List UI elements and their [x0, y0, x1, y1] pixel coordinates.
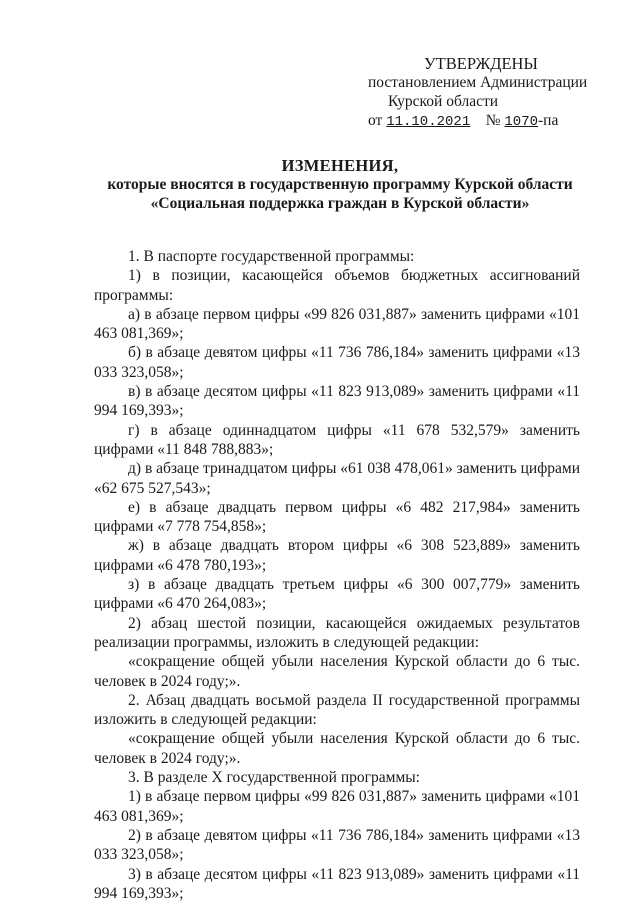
title-sub-1: которые вносятся в государственную программу Курской области [107, 176, 573, 193]
paragraph: 1) в абзаце первом цифры «99 826 031,887» заменить цифрами «101 463 081,369»; [94, 788, 580, 825]
paragraph: 2) в абзаце девятом цифры «11 736 786,184» заменить цифрами «13 033 323,058»; [94, 826, 580, 864]
paragraph: г) в абзаце одиннадцатом цифры «11 678 532,579» заменить цифрами «11 848 788,883»; [94, 421, 580, 458]
paragraph: 2) абзац шестой позиции, касающейся ожидаемых результатов реализации программы, изложить в следующей редакции: [94, 614, 580, 651]
document-title [90, 156, 590, 213]
date-prefix: от [368, 112, 383, 129]
approval-date: 11.10.2021 [386, 114, 471, 130]
title-sub-2: «Социальная поддержка граждан в Курской области» [150, 195, 530, 212]
paragraph: 1. В паспорте государственной программы: [128, 248, 415, 265]
paragraph: а) в абзаце первом цифры «99 826 031,887» заменить цифрами «101 463 081,369»; [94, 305, 580, 343]
approval-line-1: постановлением Администрации [368, 74, 588, 91]
paragraph: 1) в позиции, касающейся объемов бюджетных ассигнований программы: [94, 267, 580, 304]
document-body [94, 247, 580, 903]
paragraph: з) в абзаце двадцать третьем цифры «6 300 007,779» заменить цифрами «6 470 264,083»; [94, 576, 580, 613]
paragraph: 2. Абзац двадцать восьмой раздела II государственной программы изложить в следующей редакции: [94, 691, 580, 729]
title-main: ИЗМЕНЕНИЯ, [281, 156, 399, 175]
paragraph: «сокращение общей убыли населения Курской области до 6 тыс. человек в 2024 году;». [94, 730, 580, 767]
paragraph: ж) в абзаце двадцать втором цифры «6 308 523,889» заменить цифрами «6 478 780,193»; [94, 537, 580, 574]
approval-line-2: Курской области [388, 93, 499, 110]
number-prefix: № [485, 112, 501, 129]
paragraph: 3. В разделе X государственной программы: [128, 769, 420, 787]
paragraph: «сокращение общей убыли населения Курской области до 6 тыс. человек в 2024 году;». [94, 653, 580, 690]
approval-heading: УТВЕРЖДЕНЫ [424, 54, 538, 73]
paragraph: б) в абзаце девятом цифры «11 736 786,184» заменить цифрами «13 033 323,058»; [94, 344, 580, 381]
paragraph: д) в абзаце тринадцатом цифры «61 038 478,061» заменить цифрами «62 675 527,543»; [94, 460, 580, 497]
paragraph: е) в абзаце двадцать первом цифры «6 482 217,984» заменить цифрами «7 778 754,858»; [94, 498, 580, 536]
paragraph: 3) в абзаце десятом цифры «11 823 913,089» заменить цифрами «11 994 169,393»; [94, 865, 580, 902]
approval-number: 1070 [504, 114, 538, 130]
approval-date-line [368, 111, 598, 132]
approval-stamp [368, 54, 598, 132]
number-suffix: -па [538, 112, 559, 129]
paragraph: в) в абзаце десятом цифры «11 823 913,089» заменить цифрами «11 994 169,393»; [94, 383, 580, 420]
